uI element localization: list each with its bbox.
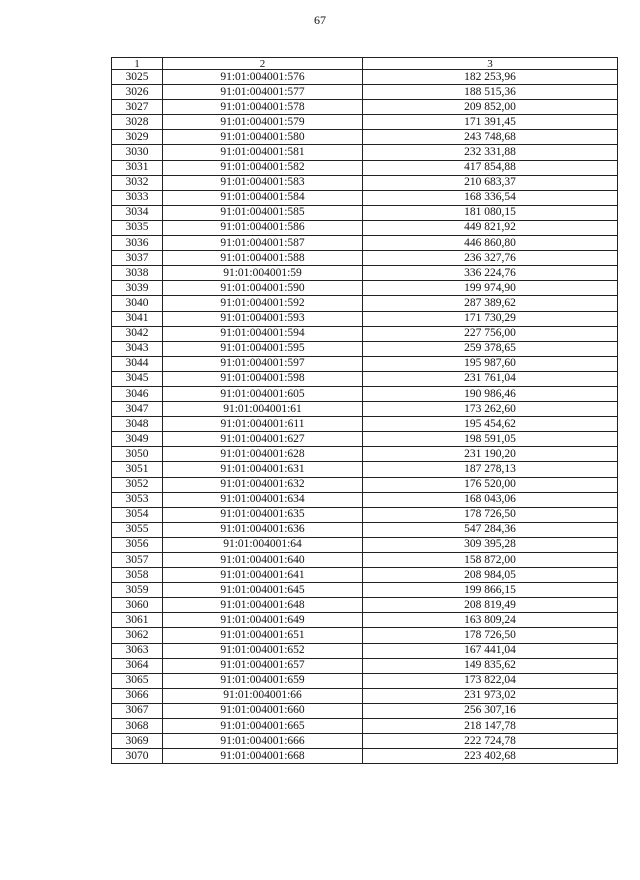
cadastral-number-cell: 91:01:004001:576 xyxy=(163,70,363,85)
row-number-cell: 3056 xyxy=(112,537,163,552)
cadastral-number-cell: 91:01:004001:593 xyxy=(163,311,363,326)
row-number-cell: 3049 xyxy=(112,432,163,447)
value-cell: 259 378,65 xyxy=(363,341,618,356)
cadastral-number-cell: 91:01:004001:583 xyxy=(163,175,363,190)
cadastral-number-cell: 91:01:004001:588 xyxy=(163,251,363,266)
value-cell: 210 683,37 xyxy=(363,175,618,190)
cadastral-number-cell: 91:01:004001:648 xyxy=(163,598,363,613)
table-row xyxy=(112,281,618,296)
row-number-cell: 3028 xyxy=(112,115,163,130)
value-cell: 178 726,50 xyxy=(363,507,618,522)
row-number-cell: 3054 xyxy=(112,507,163,522)
header-cell-1: 1 xyxy=(112,58,163,70)
value-cell: 171 391,45 xyxy=(363,115,618,130)
table-row xyxy=(112,522,618,537)
cadastral-number-cell: 91:01:004001:584 xyxy=(163,190,363,205)
row-number-cell: 3037 xyxy=(112,251,163,266)
header-cell-2: 2 xyxy=(163,58,363,70)
table-row xyxy=(112,190,618,205)
table-row xyxy=(112,160,618,175)
value-cell: 149 835,62 xyxy=(363,658,618,673)
page-number: 67 xyxy=(314,13,326,27)
cadastral-number-cell: 91:01:004001:581 xyxy=(163,145,363,160)
row-number-cell: 3060 xyxy=(112,598,163,613)
value-cell: 449 821,92 xyxy=(363,220,618,235)
cadastral-number-cell: 91:01:004001:657 xyxy=(163,658,363,673)
row-number-cell: 3033 xyxy=(112,190,163,205)
table-row xyxy=(112,326,618,341)
value-cell: 198 591,05 xyxy=(363,432,618,447)
row-number-cell: 3041 xyxy=(112,311,163,326)
table-row xyxy=(112,115,618,130)
row-number-cell: 3058 xyxy=(112,568,163,583)
table-row xyxy=(112,749,618,764)
cadastral-number-cell: 91:01:004001:665 xyxy=(163,719,363,734)
value-cell: 231 190,20 xyxy=(363,447,618,462)
row-number-cell: 3039 xyxy=(112,281,163,296)
table-row xyxy=(112,734,618,749)
cadastral-number-cell: 91:01:004001:59 xyxy=(163,266,363,281)
row-number-cell: 3031 xyxy=(112,160,163,175)
value-cell: 209 852,00 xyxy=(363,100,618,115)
cadastral-number-cell: 91:01:004001:651 xyxy=(163,628,363,643)
row-number-cell: 3038 xyxy=(112,266,163,281)
cadastral-number-cell: 91:01:004001:631 xyxy=(163,462,363,477)
table-row xyxy=(112,417,618,432)
cadastral-number-cell: 91:01:004001:645 xyxy=(163,583,363,598)
cadastral-number-cell: 91:01:004001:577 xyxy=(163,85,363,100)
row-number-cell: 3042 xyxy=(112,326,163,341)
value-cell: 199 974,90 xyxy=(363,281,618,296)
cadastral-number-cell: 91:01:004001:579 xyxy=(163,115,363,130)
row-number-cell: 3053 xyxy=(112,492,163,507)
value-cell: 287 389,62 xyxy=(363,296,618,311)
table-row xyxy=(112,492,618,507)
cadastral-number-cell: 91:01:004001:580 xyxy=(163,130,363,145)
cadastral-number-cell: 91:01:004001:594 xyxy=(163,326,363,341)
value-cell: 232 331,88 xyxy=(363,145,618,160)
value-cell: 218 147,78 xyxy=(363,719,618,734)
row-number-cell: 3065 xyxy=(112,673,163,688)
table-row xyxy=(112,643,618,658)
cadastral-number-cell: 91:01:004001:590 xyxy=(163,281,363,296)
value-cell: 208 984,05 xyxy=(363,568,618,583)
table-row xyxy=(112,703,618,718)
value-cell: 223 402,68 xyxy=(363,749,618,764)
value-cell: 158 872,00 xyxy=(363,553,618,568)
row-number-cell: 3026 xyxy=(112,85,163,100)
cadastral-number-cell: 91:01:004001:598 xyxy=(163,371,363,386)
cadastral-number-cell: 91:01:004001:641 xyxy=(163,568,363,583)
cadastral-number-cell: 91:01:004001:649 xyxy=(163,613,363,628)
cadastral-number-cell: 91:01:004001:668 xyxy=(163,749,363,764)
data-table xyxy=(111,57,618,764)
table-row xyxy=(112,130,618,145)
cadastral-number-cell: 91:01:004001:61 xyxy=(163,402,363,417)
cadastral-number-cell: 91:01:004001:659 xyxy=(163,673,363,688)
table-row xyxy=(112,613,618,628)
table-row xyxy=(112,462,618,477)
table-row xyxy=(112,220,618,235)
value-cell: 178 726,50 xyxy=(363,628,618,643)
table-row xyxy=(112,402,618,417)
cadastral-number-cell: 91:01:004001:627 xyxy=(163,432,363,447)
row-number-cell: 3043 xyxy=(112,341,163,356)
value-cell: 181 080,15 xyxy=(363,205,618,220)
table-header-row xyxy=(112,58,618,70)
table-row xyxy=(112,356,618,371)
table-row xyxy=(112,251,618,266)
table-body xyxy=(112,58,618,764)
value-cell: 231 761,04 xyxy=(363,371,618,386)
value-cell: 243 748,68 xyxy=(363,130,618,145)
row-number-cell: 3070 xyxy=(112,749,163,764)
value-cell: 547 284,36 xyxy=(363,522,618,537)
value-cell: 336 224,76 xyxy=(363,266,618,281)
row-number-cell: 3066 xyxy=(112,688,163,703)
table-row xyxy=(112,568,618,583)
value-cell: 176 520,00 xyxy=(363,477,618,492)
cadastral-number-cell: 91:01:004001:587 xyxy=(163,236,363,251)
table-row xyxy=(112,85,618,100)
value-cell: 195 454,62 xyxy=(363,417,618,432)
row-number-cell: 3040 xyxy=(112,296,163,311)
row-number-cell: 3036 xyxy=(112,236,163,251)
cadastral-number-cell: 91:01:004001:611 xyxy=(163,417,363,432)
value-cell: 163 809,24 xyxy=(363,613,618,628)
value-cell: 187 278,13 xyxy=(363,462,618,477)
value-cell: 190 986,46 xyxy=(363,386,618,401)
row-number-cell: 3032 xyxy=(112,175,163,190)
row-number-cell: 3055 xyxy=(112,522,163,537)
table-row xyxy=(112,598,618,613)
cadastral-number-cell: 91:01:004001:64 xyxy=(163,537,363,552)
cadastral-number-cell: 91:01:004001:635 xyxy=(163,507,363,522)
row-number-cell: 3046 xyxy=(112,386,163,401)
value-cell: 231 973,02 xyxy=(363,688,618,703)
header-cell-3: 3 xyxy=(363,58,618,70)
table-row xyxy=(112,673,618,688)
row-number-cell: 3068 xyxy=(112,719,163,734)
row-number-cell: 3067 xyxy=(112,703,163,718)
table-row xyxy=(112,583,618,598)
table-row xyxy=(112,537,618,552)
value-cell: 188 515,36 xyxy=(363,85,618,100)
table-row xyxy=(112,311,618,326)
table-row xyxy=(112,100,618,115)
value-cell: 168 336,54 xyxy=(363,190,618,205)
table-row xyxy=(112,658,618,673)
value-cell: 222 724,78 xyxy=(363,734,618,749)
row-number-cell: 3027 xyxy=(112,100,163,115)
table-row xyxy=(112,507,618,522)
cadastral-number-cell: 91:01:004001:592 xyxy=(163,296,363,311)
table-row xyxy=(112,371,618,386)
value-cell: 309 395,28 xyxy=(363,537,618,552)
row-number-cell: 3029 xyxy=(112,130,163,145)
table-row xyxy=(112,175,618,190)
value-cell: 199 866,15 xyxy=(363,583,618,598)
row-number-cell: 3057 xyxy=(112,553,163,568)
cadastral-number-cell: 91:01:004001:585 xyxy=(163,205,363,220)
table-row xyxy=(112,70,618,85)
cadastral-number-cell: 91:01:004001:586 xyxy=(163,220,363,235)
row-number-cell: 3045 xyxy=(112,371,163,386)
table-row xyxy=(112,236,618,251)
row-number-cell: 3064 xyxy=(112,658,163,673)
row-number-cell: 3062 xyxy=(112,628,163,643)
table-row xyxy=(112,266,618,281)
row-number-cell: 3059 xyxy=(112,583,163,598)
row-number-cell: 3035 xyxy=(112,220,163,235)
row-number-cell: 3061 xyxy=(112,613,163,628)
cadastral-number-cell: 91:01:004001:597 xyxy=(163,356,363,371)
table-row xyxy=(112,553,618,568)
table-row xyxy=(112,447,618,462)
cadastral-number-cell: 91:01:004001:66 xyxy=(163,688,363,703)
value-cell: 417 854,88 xyxy=(363,160,618,175)
row-number-cell: 3048 xyxy=(112,417,163,432)
row-number-cell: 3044 xyxy=(112,356,163,371)
table-row xyxy=(112,719,618,734)
value-cell: 173 262,60 xyxy=(363,402,618,417)
cadastral-number-cell: 91:01:004001:628 xyxy=(163,447,363,462)
row-number-cell: 3030 xyxy=(112,145,163,160)
cadastral-number-cell: 91:01:004001:652 xyxy=(163,643,363,658)
cadastral-number-cell: 91:01:004001:578 xyxy=(163,100,363,115)
row-number-cell: 3063 xyxy=(112,643,163,658)
value-cell: 167 441,04 xyxy=(363,643,618,658)
cadastral-number-cell: 91:01:004001:595 xyxy=(163,341,363,356)
cadastral-number-cell: 91:01:004001:632 xyxy=(163,477,363,492)
row-number-cell: 3052 xyxy=(112,477,163,492)
cadastral-number-cell: 91:01:004001:636 xyxy=(163,522,363,537)
table-row xyxy=(112,628,618,643)
value-cell: 236 327,76 xyxy=(363,251,618,266)
value-cell: 256 307,16 xyxy=(363,703,618,718)
row-number-cell: 3034 xyxy=(112,205,163,220)
table-row xyxy=(112,296,618,311)
row-number-cell: 3050 xyxy=(112,447,163,462)
cadastral-number-cell: 91:01:004001:605 xyxy=(163,386,363,401)
row-number-cell: 3051 xyxy=(112,462,163,477)
value-cell: 195 987,60 xyxy=(363,356,618,371)
cadastral-number-cell: 91:01:004001:666 xyxy=(163,734,363,749)
table-row xyxy=(112,145,618,160)
cadastral-number-cell: 91:01:004001:634 xyxy=(163,492,363,507)
table-row xyxy=(112,432,618,447)
cadastral-number-cell: 91:01:004001:660 xyxy=(163,703,363,718)
table-row xyxy=(112,386,618,401)
value-cell: 446 860,80 xyxy=(363,236,618,251)
table-row xyxy=(112,205,618,220)
value-cell: 208 819,49 xyxy=(363,598,618,613)
cadastral-number-cell: 91:01:004001:582 xyxy=(163,160,363,175)
row-number-cell: 3025 xyxy=(112,70,163,85)
cadastral-number-cell: 91:01:004001:640 xyxy=(163,553,363,568)
value-cell: 227 756,00 xyxy=(363,326,618,341)
table-row xyxy=(112,341,618,356)
row-number-cell: 3069 xyxy=(112,734,163,749)
row-number-cell: 3047 xyxy=(112,402,163,417)
table-row xyxy=(112,477,618,492)
value-cell: 171 730,29 xyxy=(363,311,618,326)
table-row xyxy=(112,688,618,703)
value-cell: 168 043,06 xyxy=(363,492,618,507)
value-cell: 173 822,04 xyxy=(363,673,618,688)
value-cell: 182 253,96 xyxy=(363,70,618,85)
